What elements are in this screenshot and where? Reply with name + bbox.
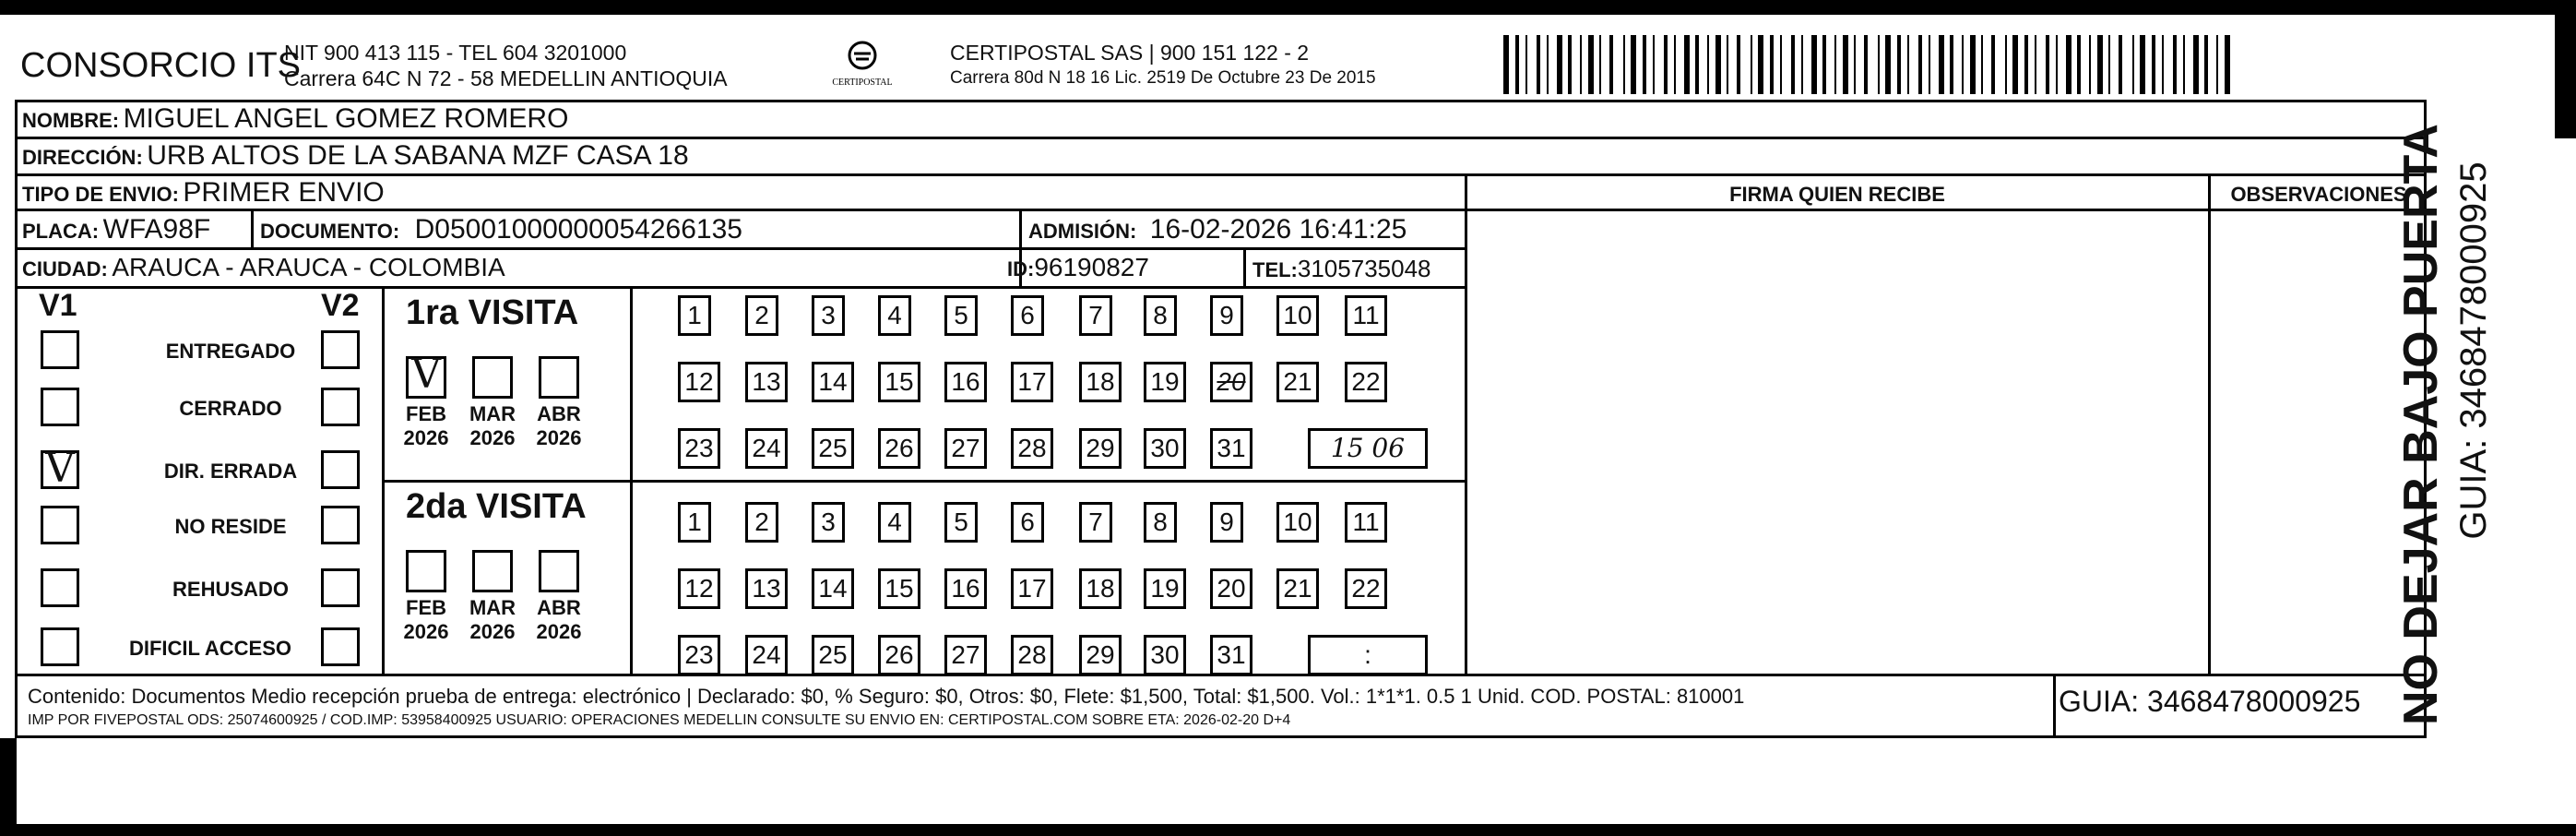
first-visit-day[interactable]: 26	[878, 428, 920, 469]
tel-row: TEL:3105735048	[1252, 255, 1431, 282]
second-visit-day[interactable]: 11	[1345, 502, 1387, 543]
second-visit-month-box-mar[interactable]	[472, 550, 513, 592]
second-visit-day[interactable]: 3	[812, 502, 845, 543]
first-visit-month-label: ABR	[537, 402, 581, 425]
second-visit-day[interactable]: 14	[812, 568, 854, 609]
ciudad-value: ARAUCA - ARAUCA - COLOMBIA	[112, 253, 505, 281]
second-visit-day[interactable]: 16	[944, 568, 987, 609]
first-visit-title: 1ra VISITA	[406, 293, 579, 332]
rule	[382, 480, 1466, 483]
second-visit-year-label: 2026	[403, 620, 449, 643]
tel-value: 3105735048	[1297, 255, 1431, 282]
rule	[1465, 173, 1467, 674]
second-visit-year-label: 2026	[469, 620, 516, 643]
v2-checkbox-cerrado[interactable]	[321, 388, 360, 426]
second-visit-day[interactable]: 9	[1210, 502, 1243, 543]
documento-value: D05001000000054266135	[414, 214, 742, 245]
v2-checkbox-dir-errada[interactable]	[321, 450, 360, 489]
first-visit-day[interactable]: 2	[745, 295, 778, 336]
first-visit-month-box-feb[interactable]: V	[406, 356, 446, 399]
first-visit-month-label: MAR	[469, 402, 516, 425]
placa-value: WFA98F	[102, 214, 211, 245]
ciudad-row: CIUDAD: ARAUCA - ARAUCA - COLOMBIA	[22, 253, 505, 281]
first-visit-day[interactable]: 11	[1345, 295, 1387, 336]
first-visit-day[interactable]: 30	[1144, 428, 1186, 469]
first-visit-day[interactable]: 15	[878, 362, 920, 402]
barcode	[1503, 35, 2241, 94]
first-visit-day[interactable]: 28	[1011, 428, 1053, 469]
first-visit-day[interactable]: 22	[1345, 362, 1387, 402]
second-visit-time-box[interactable]: :	[1308, 635, 1428, 675]
first-visit-day[interactable]: 3	[812, 295, 845, 336]
side-notice: NO DEJAR BAJO PUERTA	[2394, 124, 2448, 726]
observaciones-header: OBSERVACIONES	[2230, 183, 2407, 206]
second-visit-day[interactable]: 27	[944, 635, 987, 675]
second-visit-day[interactable]: 8	[1144, 502, 1177, 543]
rule	[382, 286, 385, 674]
carrier-address: Carrera 80d N 18 16 Lic. 2519 De Octubre 23 De 2015	[950, 68, 1376, 88]
first-visit-day[interactable]: 13	[745, 362, 788, 402]
direccion-row: DIRECCIÓN: URB ALTOS DE LA SABANA MZF CASA 18	[22, 140, 689, 171]
second-visit-day[interactable]: 5	[944, 502, 978, 543]
first-visit-day[interactable]: 24	[745, 428, 788, 469]
second-visit-year-label: 2026	[536, 620, 582, 643]
second-visit-day[interactable]: 28	[1011, 635, 1053, 675]
first-visit-month-label: FEB	[406, 402, 446, 425]
top-border	[0, 0, 2576, 15]
second-visit-day[interactable]: 20	[1210, 568, 1252, 609]
v2-checkbox-dificil-acceso[interactable]	[321, 627, 360, 666]
second-visit-day[interactable]: 30	[1144, 635, 1186, 675]
rule	[15, 173, 2427, 176]
bottom-border	[0, 824, 2576, 836]
first-visit-day[interactable]: 19	[1144, 362, 1186, 402]
second-visit-day[interactable]: 2	[745, 502, 778, 543]
first-visit-day[interactable]: 20	[1210, 362, 1252, 402]
side-guia: GUIA: 3468478000925	[2453, 161, 2494, 540]
v1-checkbox-no-reside[interactable]	[41, 506, 79, 544]
second-visit-day[interactable]: 26	[878, 635, 920, 675]
certipostal-logo	[821, 37, 904, 92]
second-visit-day[interactable]: 31	[1210, 635, 1252, 675]
rule	[630, 286, 633, 674]
status-label-entregado: ENTREGADO	[165, 340, 296, 363]
second-visit-day[interactable]: 22	[1345, 568, 1387, 609]
v1-checkbox-cerrado[interactable]	[41, 388, 79, 426]
second-visit-day[interactable]: 19	[1144, 568, 1186, 609]
v1-checkbox-dir-errada[interactable]: V	[41, 450, 79, 489]
company-nit: NIT 900 413 115 - TEL 604 3201000	[284, 41, 627, 65]
first-visit-day[interactable]: 25	[812, 428, 854, 469]
company-address: Carrera 64C N 72 - 58 MEDELLIN ANTIOQUIA	[284, 66, 728, 90]
second-visit-day[interactable]: 7	[1079, 502, 1112, 543]
second-visit-day[interactable]: 17	[1011, 568, 1053, 609]
second-visit-month-box-feb[interactable]	[406, 550, 446, 592]
first-visit-day[interactable]: 27	[944, 428, 987, 469]
first-visit-day[interactable]: 8	[1144, 295, 1177, 336]
second-visit-day[interactable]: 1	[678, 502, 711, 543]
first-visit-day[interactable]: 17	[1011, 362, 1053, 402]
rule	[1243, 247, 1246, 286]
documento-row: DOCUMENTO: D05001000000054266135	[260, 214, 742, 245]
admision-value: 16-02-2026 16:41:25	[1149, 214, 1407, 245]
nombre-value: MIGUEL ANGEL GOMEZ ROMERO	[123, 103, 569, 134]
first-visit-month-box-abr[interactable]	[539, 356, 579, 399]
first-visit-year-label: 2026	[403, 426, 449, 449]
second-visit-day[interactable]: 15	[878, 568, 920, 609]
first-visit-day[interactable]: 21	[1276, 362, 1319, 402]
first-visit-day[interactable]: 5	[944, 295, 978, 336]
first-visit-day[interactable]: 18	[1079, 362, 1122, 402]
second-visit-day[interactable]: 24	[745, 635, 788, 675]
v2-checkbox-rehusado[interactable]	[321, 568, 360, 607]
carrier-name: CERTIPOSTAL SAS | 900 151 122 - 2	[950, 41, 1310, 65]
second-visit-day[interactable]: 29	[1079, 635, 1122, 675]
v1-checkbox-dificil-acceso[interactable]	[41, 627, 79, 666]
second-visit-month-box-abr[interactable]	[539, 550, 579, 592]
direccion-value: URB ALTOS DE LA SABANA MZF CASA 18	[147, 140, 689, 171]
status-label-dir-errada: DIR. ERRADA	[163, 460, 298, 483]
id-value: 96190827	[1034, 253, 1149, 281]
second-visit-title: 2da VISITA	[406, 487, 587, 526]
first-visit-year-label: 2026	[536, 426, 582, 449]
footer-print-info: IMP POR FIVEPOSTAL ODS: 25074600925 / COD.IMP: 53958400925 USUARIO: OPERACIONES MEDELLIN CONSULTE SU ENVIO EN: CERTIPOSTAL.COM SOBRE ETA: 2026-02-20 D+4	[28, 712, 1291, 728]
first-visit-day[interactable]: 16	[944, 362, 987, 402]
v2-header: V2	[321, 288, 360, 323]
guia-number: GUIA: 3468478000925	[2059, 685, 2361, 718]
v2-checkbox-entregado[interactable]	[321, 330, 360, 369]
first-visit-year-label: 2026	[469, 426, 516, 449]
first-visit-day[interactable]: 6	[1011, 295, 1044, 336]
first-visit-day[interactable]: 23	[678, 428, 720, 469]
rule	[2053, 674, 2056, 738]
second-visit-month-label: MAR	[469, 596, 516, 619]
svg-text:CERTIPOSTAL: CERTIPOSTAL	[832, 78, 893, 88]
v2-checkbox-no-reside[interactable]	[321, 506, 360, 544]
footer-content: Contenido: Documentos Medio recepción prueba de entrega: electrónico | Declarado: $0, % Seguro: $0, Otros: $0, Flete: $1,500, Total: $1,500. Vol.: 1*1*1. 0.5 1 Unid. COD. POSTAL: 810001	[28, 685, 1745, 708]
second-visit-day[interactable]: 18	[1079, 568, 1122, 609]
first-visit-day[interactable]: 14	[812, 362, 854, 402]
first-visit-day[interactable]: 12	[678, 362, 720, 402]
second-visit-day[interactable]: 4	[878, 502, 911, 543]
status-label-cerrado: CERRADO	[179, 397, 282, 420]
first-visit-month-box-mar[interactable]	[472, 356, 513, 399]
placa-row: PLACA: WFA98F	[22, 214, 211, 245]
status-label-rehusado: REHUSADO	[172, 578, 289, 601]
second-visit-month-label: FEB	[406, 596, 446, 619]
right-edge	[2555, 9, 2576, 138]
nombre-row: NOMBRE: MIGUEL ANGEL GOMEZ ROMERO	[22, 103, 569, 134]
second-visit-day[interactable]: 13	[745, 568, 788, 609]
rule	[15, 137, 2427, 139]
second-visit-day[interactable]: 25	[812, 635, 854, 675]
second-visit-day[interactable]: 12	[678, 568, 720, 609]
v1-checkbox-entregado[interactable]	[41, 330, 79, 369]
company-name: CONSORCIO ITS	[20, 46, 302, 85]
second-visit-month-label: ABR	[537, 596, 581, 619]
first-visit-day[interactable]: 31	[1210, 428, 1252, 469]
first-visit-time-box[interactable]: 15 06	[1308, 428, 1428, 469]
first-visit-day[interactable]: 4	[878, 295, 911, 336]
second-visit-day[interactable]: 23	[678, 635, 720, 675]
first-visit-day[interactable]: 9	[1210, 295, 1243, 336]
rule	[15, 286, 1466, 289]
first-visit-day[interactable]: 7	[1079, 295, 1112, 336]
tipo-value: PRIMER ENVIO	[183, 177, 385, 208]
rule	[251, 209, 254, 247]
rule	[2208, 173, 2211, 674]
first-visit-day[interactable]: 29	[1079, 428, 1122, 469]
status-label-dificil-acceso: DIFICIL ACCESO	[128, 637, 291, 660]
left-edge	[0, 738, 17, 824]
first-visit-day[interactable]: 10	[1276, 295, 1319, 336]
tipo-row: TIPO DE ENVIO: PRIMER ENVIO	[22, 177, 385, 208]
second-visit-day[interactable]: 6	[1011, 502, 1044, 543]
firma-header: FIRMA QUIEN RECIBE	[1729, 183, 1945, 206]
admision-row: ADMISIÓN: 16-02-2026 16:41:25	[1028, 214, 1407, 245]
first-visit-day[interactable]: 1	[678, 295, 711, 336]
v1-header: V1	[39, 288, 77, 323]
rule	[1466, 209, 2427, 211]
id-row: ID:96190827	[1007, 253, 1149, 281]
status-label-no-reside: NO RESIDE	[174, 515, 287, 538]
second-visit-day[interactable]: 21	[1276, 568, 1319, 609]
rule	[15, 247, 1466, 250]
second-visit-day[interactable]: 10	[1276, 502, 1319, 543]
v1-checkbox-rehusado[interactable]	[41, 568, 79, 607]
